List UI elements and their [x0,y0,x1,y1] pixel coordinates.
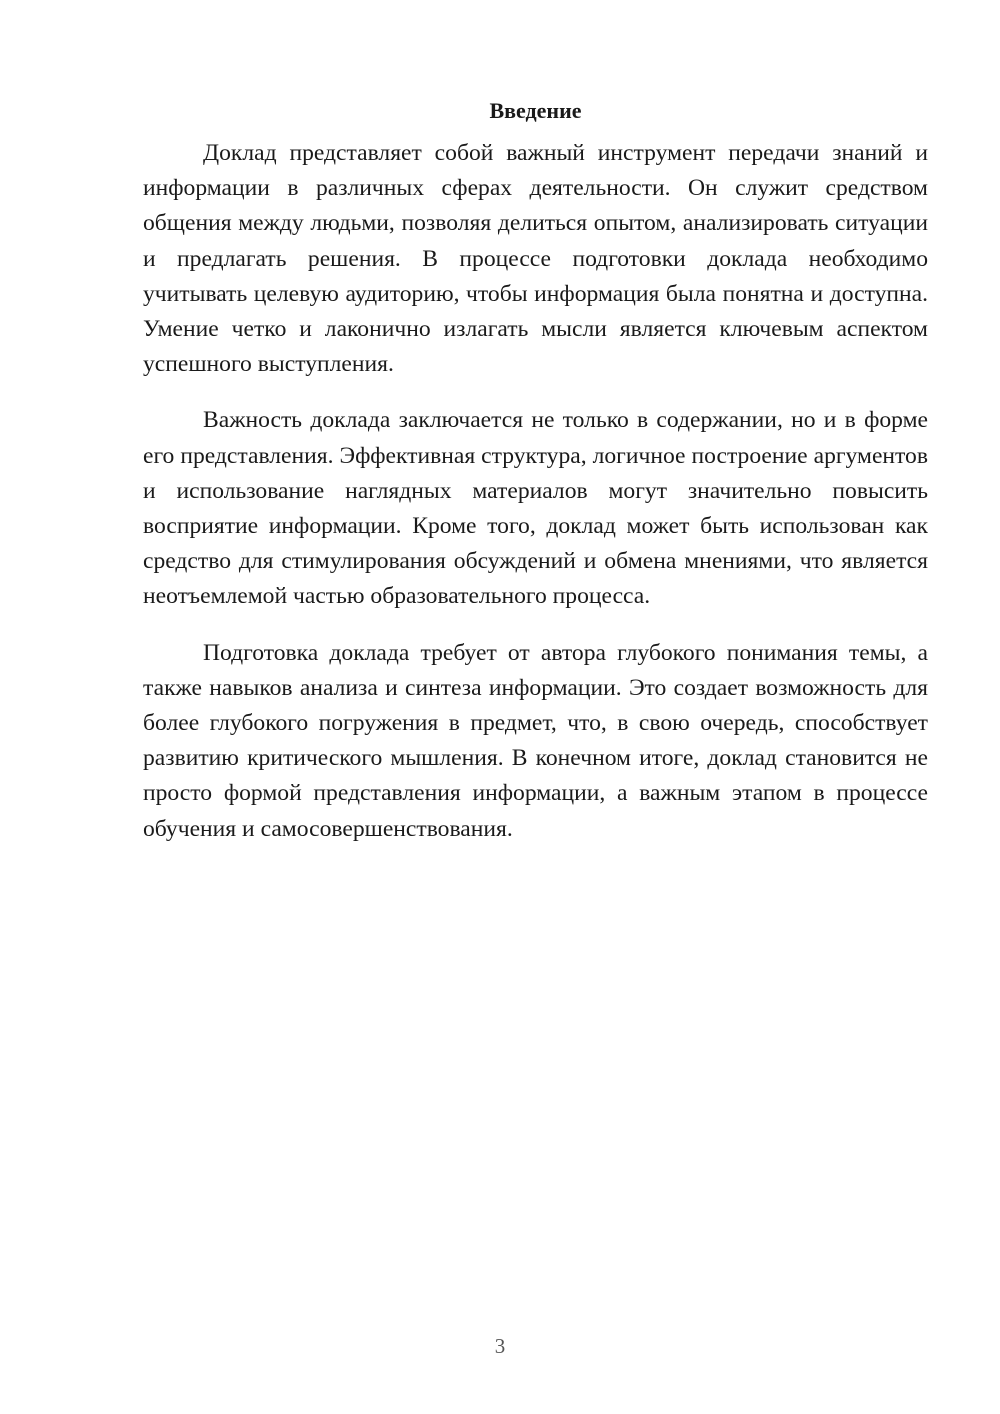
page-number: 3 [494,1334,506,1358]
paragraph-3: Подготовка доклада требует от автора глубокого понимания темы, а также навыков анализа и синтеза информации. Это создает возможность для более глубокого погружения в предмет, что, в свою очередь, способствует развитию критического мышления. В конечном итоге, доклад становится не просто формой представления информации, а важным этапом в процессе обучения и самосовершенствования. [143,639,928,842]
paragraph-2: Важность доклада заключается не только в содержании, но и в форме его представления. Эффективная структура, логичное построение аргументов и использование наглядных материалов могут значительно повысить восприятие информации. Кроме того, доклад может быть использован как средство для стимулирования обсуждений и обмена мнениями, что является неотъемлемой частью образовательного процесса. [143,407,928,610]
paragraph-1: Доклад представляет собой важный инструмент передачи знаний и информации в различных сферах деятельности. Он служит средством общения между людьми, позволяя делиться опытом, анализировать ситуации и предлагать решения. В процессе подготовки доклада необходимо учитывать целевую аудиторию, чтобы информация была понятна и доступна. Умение четко и лаконично излагать мысли является ключевым аспектом успешного выступления. [143,140,928,378]
section-title: Введение [489,98,582,123]
page-content [143,96,928,868]
